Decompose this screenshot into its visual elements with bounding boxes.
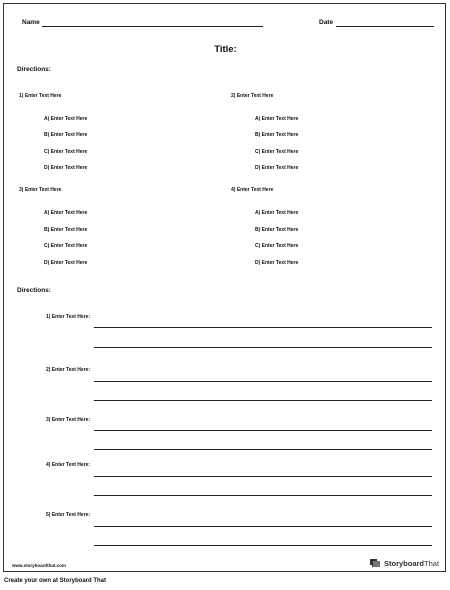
question-1-option-a: A) Enter Text Here xyxy=(44,116,88,122)
question-1-option-c: C) Enter Text Here xyxy=(44,149,88,155)
question-3-option-b: B) Enter Text Here xyxy=(44,227,88,233)
question-3-option-c: C) Enter Text Here xyxy=(44,243,88,249)
directions-heading-1: Directions: xyxy=(17,66,51,73)
question-1-option-d: D) Enter Text Here xyxy=(44,165,88,171)
page-title: Title: xyxy=(214,44,237,55)
short-answer-prompt-4: 4) Enter Text Here: xyxy=(46,462,91,468)
short-answer-prompt-1: 1) Enter Text Here: xyxy=(46,314,91,320)
question-prompt-1: 1) Enter Text Here xyxy=(19,93,62,99)
answer-line[interactable] xyxy=(94,476,432,477)
answer-line[interactable] xyxy=(94,347,432,348)
logo-text-bold: Storyboard xyxy=(384,559,425,568)
answer-line[interactable] xyxy=(94,430,432,431)
short-answer-prompt-5: 5) Enter Text Here: xyxy=(46,512,91,518)
question-4-option-c: C) Enter Text Here xyxy=(255,243,299,249)
question-3-option-a: A) Enter Text Here xyxy=(44,210,88,216)
question-2-option-b: B) Enter Text Here xyxy=(255,132,299,138)
footer-url[interactable]: www.storyboardthat.com xyxy=(12,563,66,568)
short-answer-prompt-2: 2) Enter Text Here: xyxy=(46,367,91,373)
answer-line[interactable] xyxy=(94,495,432,496)
question-prompt-3: 3) Enter Text Here xyxy=(19,187,62,193)
credit-link[interactable]: Create your own at Storyboard That xyxy=(4,578,107,584)
answer-line[interactable] xyxy=(94,449,432,450)
answer-line[interactable] xyxy=(94,526,432,527)
question-2-option-d: D) Enter Text Here xyxy=(255,165,299,171)
answer-line[interactable] xyxy=(94,545,432,546)
question-2-option-a: A) Enter Text Here xyxy=(255,116,299,122)
question-2-option-c: C) Enter Text Here xyxy=(255,149,299,155)
logo-text-light: That xyxy=(424,559,440,568)
worksheet-page xyxy=(3,3,446,572)
storyboardthat-logo xyxy=(370,559,439,568)
answer-line[interactable] xyxy=(94,381,432,382)
answer-line[interactable] xyxy=(94,327,432,328)
question-1-option-b: B) Enter Text Here xyxy=(44,132,88,138)
short-answer-prompt-3: 3) Enter Text Here: xyxy=(46,417,91,423)
question-prompt-4: 4) Enter Text Here xyxy=(231,187,274,193)
question-4-option-d: D) Enter Text Here xyxy=(255,260,299,266)
name-line[interactable] xyxy=(42,26,263,27)
answer-line[interactable] xyxy=(94,400,432,401)
question-4-option-a: A) Enter Text Here xyxy=(255,210,299,216)
directions-heading-2: Directions: xyxy=(17,287,51,294)
question-3-option-d: D) Enter Text Here xyxy=(44,260,88,266)
question-prompt-2: 2) Enter Text Here xyxy=(231,93,274,99)
name-label: Name xyxy=(22,19,40,26)
speech-bubble-icon xyxy=(370,559,381,568)
question-4-option-b: B) Enter Text Here xyxy=(255,227,299,233)
date-line[interactable] xyxy=(336,26,434,27)
date-label: Date xyxy=(319,19,334,26)
